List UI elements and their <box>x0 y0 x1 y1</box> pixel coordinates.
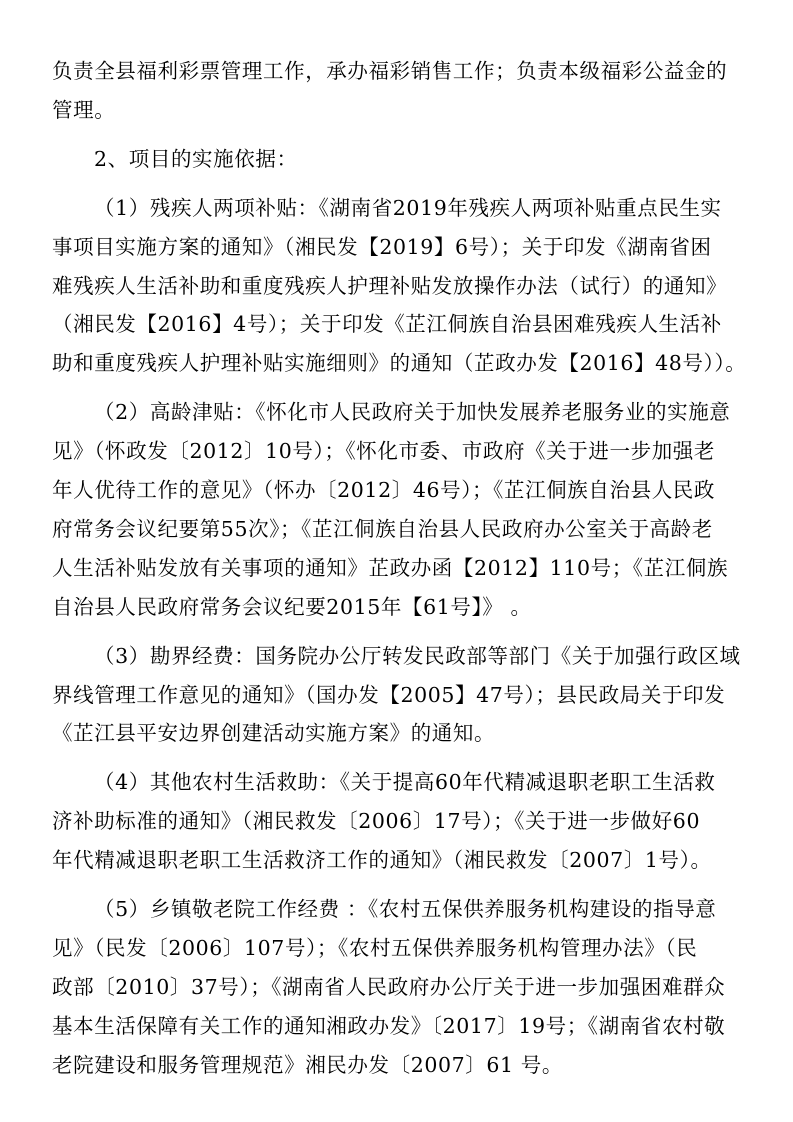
text-line: 管理。 <box>52 98 116 122</box>
text-line: 界线管理工作意见的通知》（国办发【2005】47号）；县民政局关于印发 <box>52 683 726 707</box>
text-line: 助和重度残疾人护理补贴实施细则》的通知（芷政办发【2016】48号））。 <box>52 351 747 375</box>
text-line: 自治县人民政府常务会议纪要2015年【61号】》 。 <box>52 595 532 619</box>
list-item-line: （4）其他农村生活救助：《关于提高60年代精减退职老职工生活救 <box>94 770 716 794</box>
section-heading: 2、项目的实施依据： <box>94 147 298 171</box>
text-line: 政部〔2010〕37号）；《湖南省人民政府办公厅关于进一步加强困难群众 <box>52 975 726 999</box>
text-line: 事项目实施方案的通知》（湘民发【2019】6号）；关于印发《湖南省困 <box>52 235 712 259</box>
text-line: 负责全县福利彩票管理工作，承办福彩销售工作；负责本级福彩公益金的 <box>52 59 728 83</box>
text-line: （湘民发【2016】4号）；关于印发《芷江侗族自治县困难残疾人生活补 <box>52 312 722 336</box>
list-item-line: （5）乡镇敬老院工作经费 ：《农村五保供养服务机构建设的指导意 <box>94 897 717 921</box>
text-line: 府常务会议纪要第55次》；《芷江侗族自治县人民政府办公室关于高龄老 <box>52 517 713 541</box>
text-line: 年代精减退职老职工生活救济工作的通知》（湘民救发〔2007〕1号）。 <box>52 848 712 872</box>
text-line: 《芷江县平安边界创建活动实施方案》的通知。 <box>52 721 496 745</box>
text-line: 见》（民发〔2006〕107号）；《农村五保供养服务机构管理办法》（民 <box>52 936 698 960</box>
text-line: 年人优待工作的意见》（怀办〔2012〕46号）；《芷江侗族自治县人民政 <box>52 478 716 502</box>
text-line: 人生活补贴发放有关事项的通知》芷政办函【2012】110号；《芷江侗族 <box>52 556 729 580</box>
list-item-line: （2）高龄津贴：《怀化市人民政府关于加快发展养老服务业的实施意 <box>94 400 731 424</box>
list-item-line: （1）残疾人两项补贴：《湖南省2019年残疾人两项补贴重点民生实 <box>94 196 722 220</box>
text-line: 基本生活保障有关工作的通知湘政办发》〔2017〕19号；《湖南省农村敬 <box>52 1014 726 1038</box>
text-line: 难残疾人生活补助和重度残疾人护理补贴发放操作办法（试行）的通知》 <box>52 274 728 298</box>
text-line: 济补助标准的通知》（湘民救发〔2006〕17号）；《关于进一步做好60 <box>52 809 701 833</box>
text-line: 老院建设和服务管理规范》湘民办发〔2007〕61 号。 <box>52 1053 563 1077</box>
list-item-line: （3）勘界经费：国务院办公厅转发民政部等部门《关于加强行政区域 <box>94 644 741 668</box>
text-line: 见》（怀政发〔2012〕10号）；《怀化市委、市政府《关于进一步加强老 <box>52 439 716 463</box>
